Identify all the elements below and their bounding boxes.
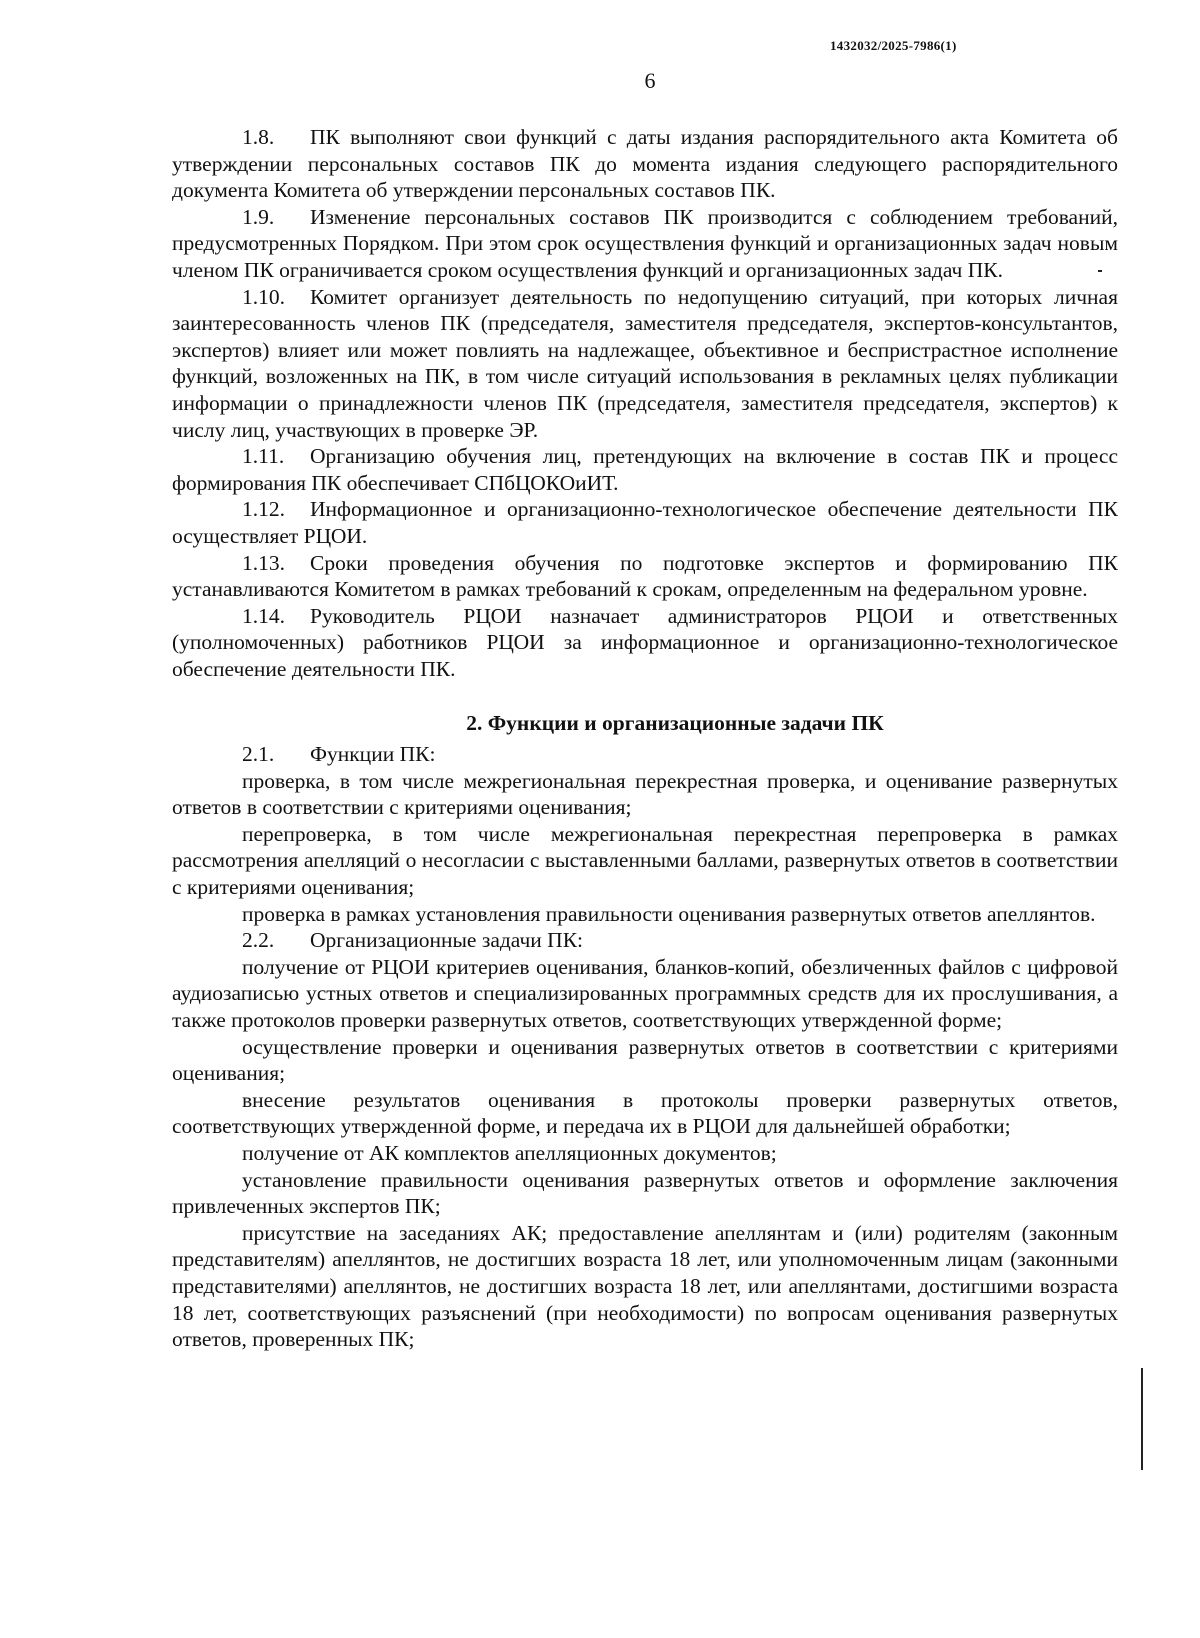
clause-number: 1.14. (242, 603, 285, 628)
clause-number: 1.13. (242, 550, 285, 575)
task-item: получение от АК комплектов апелляционных документов; (242, 1140, 777, 1165)
function-item: перепроверка, в том числе межрегиональная перекрестная перепроверка в рамках рассмотрения апелляций о несогласии с выставленными баллами, развернутых ответов в соответствии с критериями оценивания; (172, 821, 1118, 900)
function-item: проверка, в том числе межрегиональная перекрестная проверка, и оценивание развернутых ответов в соответствии с критериями оценивания; (172, 768, 1118, 820)
clause-1-8 (172, 124, 1118, 204)
task-item: осуществление проверки и оценивания развернутых ответов в соответствии с критериями оценивания; (172, 1034, 1118, 1086)
task-item: присутствие на заседаниях АК; предоставление апеллянтам и (или) родителям (законным представителям) апеллянтов, не достигших возраста 18 лет, или уполномоченным лицам (законными представителями) апеллянтов, не достигших возраста 18 лет, или апеллянтами, достигшими возраста 18 лет, соответствующих разъяснений (при необходимости) по вопросам оценивания развернутых ответов, проверенных ПК; (172, 1220, 1118, 1352)
page-number: 6 (644, 68, 656, 93)
clause-title: Функции ПК: (310, 742, 436, 767)
clause-1-10 (172, 284, 1118, 444)
clause-1-12 (172, 496, 1118, 549)
clause-number: 2.2. (242, 928, 275, 953)
clause-1-9 (172, 204, 1118, 284)
clause-number: 1.9. (242, 204, 275, 229)
function-item: проверка в рамках установления правильности оценивания развернутых ответов апеллянтов. (242, 901, 1096, 926)
clause-number: 1.8. (242, 125, 275, 149)
clause-number: 2.1. (242, 742, 275, 767)
clause-1-14 (172, 603, 1118, 683)
scan-artifact (1141, 1368, 1143, 1470)
document-registration-number: 1432032/2025-7986(1) (830, 38, 957, 53)
clause-1-11 (172, 443, 1118, 496)
document-body (172, 124, 1118, 1353)
clause-text: Комитет организует деятельность по недопущению ситуаций, при которых личная заинтересованность членов ПК (председателя, заместителя председателя, экспертов-консультантов, экспертов) влияет или может повлиять на надлежащее, объективное и беспристрастное исполнение функций, возложенных на ПК, в том числе ситуаций использования в рекламных целях публикации информации о принадлежности членов ПК (председателя, заместителя председателя, экспертов) к числу лиц, участвующих в проверке ЭР. (172, 284, 1118, 442)
task-item: получение от РЦОИ критериев оценивания, бланков-копий, обезличенных файлов с цифровой аудиозаписью устных ответов и специализированных программных средств для их прослушивания, а также протоколов проверки развернутых ответов, соответствующих утвержденной форме; (172, 954, 1118, 1032)
clause-text: Сроки проведения обучения по подготовке экспертов и формированию ПК устанавливаются Комитетом в рамках требований к срокам, определенным на федеральном уровне. (172, 550, 1118, 602)
clause-title: Организационные задачи ПК: (310, 928, 584, 953)
clause-number: 1.11. (242, 444, 285, 469)
clause-number: 1.12. (242, 497, 285, 522)
clause-text: Организацию обучения лиц, претендующих на включение в состав ПК и процесс формирования ПК обеспечивает СПбЦОКОиИТ. (172, 444, 1118, 495)
clause-text: ПК выполняют свои функций с даты издания распорядительного акта Комитета об утверждении персональных составов ПК до момента издания следующего распорядительного документа Комитета об утверждении персональных составов ПК. (172, 125, 1118, 203)
clause-2-1 (172, 741, 1118, 768)
clause-2-2 (172, 927, 1118, 954)
section-heading: 2. Функции и организационные задачи ПК (466, 711, 884, 736)
task-item: установление правильности оценивания развернутых ответов и оформление заключения привлеченных экспертов ПК; (172, 1167, 1118, 1219)
task-item: внесение результатов оценивания в протоколы проверки развернутых ответов, соответствующих утвержденной форме, и передача их в РЦОИ для дальнейшей обработки; (172, 1087, 1118, 1139)
clause-number: 1.10. (242, 284, 285, 309)
clause-1-13 (172, 550, 1118, 603)
clause-text: Изменение персональных составов ПК производится с соблюдением требований, предусмотренных Порядком. При этом срок осуществления функций и организационных задач новым членом ПК ограничивается сроком осуществления функций и организационных задач ПК. (172, 204, 1118, 282)
clause-text: Информационное и организационно-технологическое обеспечение деятельности ПК осуществляет РЦОИ. (172, 497, 1118, 548)
clause-text: Руководитель РЦОИ назначает администраторов РЦОИ и ответственных (уполномоченных) работников РЦОИ за информационное и организационно-технологическое обеспечение деятельности ПК. (172, 603, 1118, 681)
